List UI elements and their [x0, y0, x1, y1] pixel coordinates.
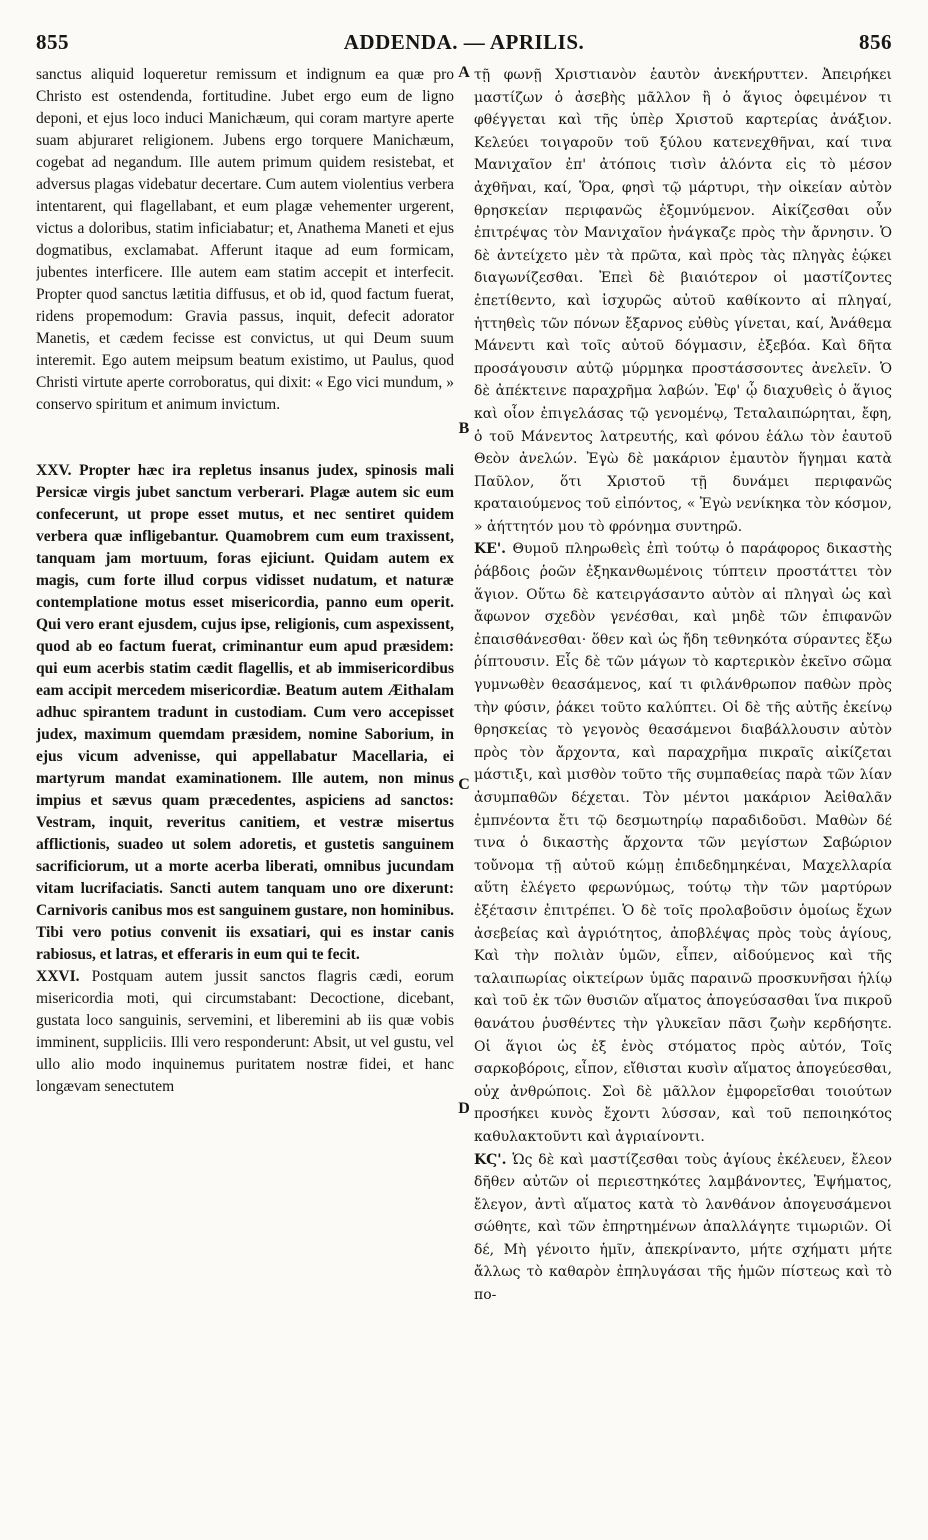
margin-marker-c: C: [458, 776, 470, 793]
greek-paragraph-3: [474, 1149, 892, 1307]
latin-column: [36, 64, 454, 1524]
greek-section-number-26: ΚϚ'.: [474, 1151, 507, 1168]
latin-paragraph-3-text: Postquam autem jussit sanctos flagris cædi, eorum misericordia moti, qui circumstabant: Decoctione, dicebant, gustata loco sanguinis, servemini, et liberemini ab iis quæ vobis imminent, suppliciis. Illi vero responderunt: Absit, ut vel gustu, vel ullo alio modo inquinemus puritatem nostræ fidei, et hanc longævam senectutem: [36, 968, 454, 1095]
right-page-number: 856: [859, 30, 892, 54]
latin-section-number-26: XXVI.: [36, 968, 80, 985]
latin-section-number-25: XXV.: [36, 462, 72, 479]
margin-marker-a: A: [458, 64, 470, 81]
latin-paragraph-2: [36, 460, 454, 966]
greek-column: [474, 64, 892, 1524]
latin-paragraph-2-text: Propter hæc ira repletus insanus judex, spinosis mali Persicæ virgis jubet sanctum verberari. Plagæ autem sic eum confecerunt, ut prope esset mutus, et nec sentiret quidem verbera quæ infligebantur. Quamobrem cum eum traxissent, tanquam jam mortuum, foras ejiciunt. Quidam autem ex magis, cum forte illud corpus vidisset nudatum, et naturæ contemplatione motus esset misericordia, panno eum operit. Qui vero erant ejusdem, cujus ipse, religionis, cum aspexissent, quod ab eo factum fuerat, criminantur eum apud præsidem: qui eum acerbis statim cædit flagellis, et ab immisericordibus eam accipit mercedem misericordiæ. Beatum autem Æithalam adhuc spirantem tradunt in custodiam. Cum vero accepisset judex, maximum quemdam præsidem, nomine Saborium, in ejus vicum advenisse, qui appellabatur Macellaria, ei martyrum mandat examinationem. Ille autem, non minus impius et sævus quam præcedentes, aspiciens ad sanctos: Vestram, inquit, reveritus canitiem, et vestræ misertus afflictionis, suadeo ut solem adoretis, et gustetis sanguinem sacrificiorum, ut a morte acerba liberati, omnibus jucundam vitam lucrifaciatis. Sancti autem tanquam uno ore dixerunt: Carnivoris canibus mos est sanguinem gustare, non hominibus. Tibi vero potius convenit iis exsatiari, qui es instar canis rabiosus, et latras, et efferaris in eum qui te fecit.: [36, 462, 454, 963]
greek-paragraph-2: [474, 538, 892, 1148]
page-header: [36, 30, 892, 56]
margin-marker-b: B: [458, 420, 470, 437]
latin-paragraph-3: [36, 966, 454, 1098]
left-page-number: 855: [36, 30, 69, 54]
greek-paragraph-1: τῇ φωνῇ Χριστιανὸν ἑαυτὸν ἀνεκήρυττεν. Ἀπειρήκει μαστίζων ὁ ἀσεβὴς μᾶλλον ἢ ὁ ἅγιος ὀφειμένον τι φθέγγεται καὶ τῆς ὑπὲρ Χριστοῦ καρτερίας ἀνάξιον. Κελεύει τοιγαροῦν τοῦ ξύλου κατενεχθῆναι, καί τινα Μανιχαῖον ἐπ' ἀτόποις τισὶν ἁλόντα εἰς τὸ μέσον ἀχθῆναι, καί, Ὅρα, φησὶ τῷ μάρτυρι, τὴν οἰκείαν αὐτὸν θρησκείαν περιφανῶς ἐξομνύμενον. Αἰκίζεσθαι οὖν ἐπιτρέψας τὸν Μανιχαῖον ἠνάγκαζε πρὸς τὴν ἄρνησιν. Ὁ δὲ ἀντείχετο μὲν τὰ πρῶτα, καὶ πρὸς τὰς πληγὰς ἐῴκει διαγωνίζεσθαι. Ἐπεὶ δὲ βιαιότερον οἱ μαστίζοντες ἐπετίθεντο, καὶ ἰσχυρῶς αὐτοῦ καθίκοντο αἱ πληγαί, ἡττηθεὶς τῶν πόνων ἔξαρνος εὐθὺς γίνεται, καί, Ἀνάθεμα Μάνεντι καὶ τοῖς αὐτοῦ δόγμασιν, ἐξεβόα. Καὶ δῆτα προσάγουσιν αὐτῷ μύρμηκα προστάσσοντες ἀνελεῖν. Ὁ δὲ ἀπέκτεινε παραχρῆμα λαβών. Ἐφ' ᾧ διαχυθεὶς ὁ ἅγιος καὶ οἷον ἐπιγελάσας τῷ γενομένῳ, Τεταλαιπώρηται, ἔφη, ὁ τοῦ Μάνεντος λατρευτής, καὶ φόνου ἑάλω τὸν ἑαυτοῦ Θεὸν ἀνελών. Ἐγὼ δὲ μακάριον ἐμαυτὸν ἥγημαι κατὰ Παῦλον, ὅτι Χριστοῦ τῇ δυνάμει περιφανῶς κραταιούμενος τοῦ εἰπόντος, « Ἐγὼ νενίκηκα τὸν κόσμον, » ἀήττητόν μου τὸ φρόνημα συντηρῶ.: [474, 67, 892, 535]
margin-marker-d: D: [458, 1100, 470, 1117]
latin-paragraph-1: sanctus aliquid loqueretur remissum et indignum ea quæ pro Christo est ostendenda, fortitudine. Jubet ergo eum de ligno deponi, et ejus loco induci Manichæum, qui coram martyre aperte suam abjuraret religionem. Jubens ergo torquere Manichæum, cogebat ad negandum. Ille autem primum quidem resistebat, et adversus plagas videbatur decertare. Cum autem violentius verbera intentarent, qui flagellabant, et eum plagæ vehementer urgerent, victus a doloribus, statim inficiabatur; et, Anathema Maneti et ejus dogmatibus, exclamabat. Afferunt itaque ad eum formicam, jubentes interficere. Ille autem eam statim accepit et interfecit. Propter quod sanctus lætitia diffusus, et ob id, quod factum fuerat, ridens propemodum: Gravia passus, inquit, defecit adorator Manetis, et cædem fecisse est convictus, ut qui Deum suum interemit. Ego autem meipsum beatum existimo, ut Paulus, quod Christi virtute aperte corroboratus, qui dixit: « Ego vici mundum, » conservo spiritum et animum invictum.: [36, 66, 454, 413]
greek-paragraph-3-text: Ὡς δὲ καὶ μαστίζεσθαι τοὺς ἁγίους ἐκέλευεν, ἔλεον δῆθεν αὐτῶν οἱ περιεστηκότες λαμβάνοντες, Ἑψήματος, ἔλεγον, ἀντὶ αἵματος κατὰ τὸ λανθάνον ἀπογευσάμενοι σώθητε, καὶ τῶν ἐπηρτημένων ἀπαλλάγητε τιμωριῶν. Οἱ δέ, Μὴ γένοιτο ἡμῖν, ἀπεκρίναντο, μήτε σχήματι μήτε ἄλλως τὸ καθαρὸν ἐπηλυγάσαι τῆς ἡμῶν πίστεως καὶ τὸ πο-: [474, 1151, 892, 1304]
greek-section-number-25: ΚΕ'.: [474, 541, 506, 558]
section-gap: [36, 416, 454, 460]
greek-paragraph-2-text: Θυμοῦ πληρωθεὶς ἐπὶ τούτῳ ὁ παράφορος δικαστὴς ῥάβδοις ῥοῶν ἐξηκανθωμένοις τύπτειν προστάττει τὸν ἅγιον. Οὕτω δὲ κατειργάσαντο αὐτὸν αἱ πληγαὶ ὡς καὶ ἄφωνον σχεδὸν γενέσθαι, καὶ μηδὲ τῶν ἐπιφανῶν ἐπαισθάνεσθαι· ὅθεν καὶ ὡς ἤδη τεθνηκότα σύραντες ἔξω ῥίπτουσιν. Εἷς δὲ τῶν μάγων τὸ καρτερικὸν ἐκεῖνο σῶμα γυμνωθὲν θεασάμενος, καί τι φιλάνθρωπον παθὼν πρὸς τὴν φύσιν, ῥάκει τοῦτο καλύπτει. Οἱ δὲ τῆς αὐτῆς ἐκείνῳ θρησκείας τὸ γεγονὸς θεασάμενοι διαβάλλουσιν αὐτὸν πρὸς τὸν ἄρχοντα, καὶ παραχρῆμα πικραῖς αἰκίζεται μάστιξι, καὶ μισθὸν τοῦτο τῆς συμπαθείας παρὰ τῶν λίαν ἀσυμπαθῶν δέχεται. Τὸν μέντοι μακάριον Ἀεἰθαλᾶν ἐμπνέοντα ἔτι τῷ δεσμωτηρίῳ παραδιδοῦσι. Μαθὼν δέ τινα ὁ δικαστὴς ἄρχοντα τῶν μεγίστων Σαβώριον τοὔνομα τῇ αὐτοῦ κώμῃ ἐπιδεδημηκέναι, Μαχελλαρία αὕτη ἐλέγετο φερωνύμως, τούτῳ τὴν τῶν μαρτύρων ἐξέτασιν ἐπιτρέπει. Ὁ δὲ τοῖς προλαβοῦσιν ὁμοίως ἔχων ἀσεβείας καὶ ἀγριότητος, ἀποβλέψας πρὸς τοὺς ἁγίους, Καὶ τὴν πολιὰν ὑμῶν, εἶπεν, αἰδούμενος καὶ τῆς ταλαιπωρίας οἰκτείρων ὑμᾶς παραινῶ προσκυνῆσαι ἡλίῳ καὶ τοῦ ἐκ τῶν θυσιῶν αἵματος ἀπογεύσασθαι ἵνα πικροῦ θανάτου ῥυσθέντες τὴν γλυκεῖαν πᾶσι ζωὴν κερδήσητε. Οἱ ἅγιοι ὡς ἐξ ἑνὸς στόματος πρὸς αὐτόν, Τοῖς σαρκοβόροις, εἶπον, εἴθισται κυσὶν αἵματος ἀπογεύεσθαι, οὐχ ἀνθρώποις. Σοὶ δὲ μᾶλλον ἐμφορεῖσθαι τοιούτων προσήκει κυνὸς ἔχοντι λύσσαν, καὶ τοῦ πεποιηκότος καθυλακτοῦντι καὶ ἀγριαίνοντι.: [474, 541, 892, 1145]
running-title: ADDENDA. — APRILIS.: [343, 30, 585, 54]
